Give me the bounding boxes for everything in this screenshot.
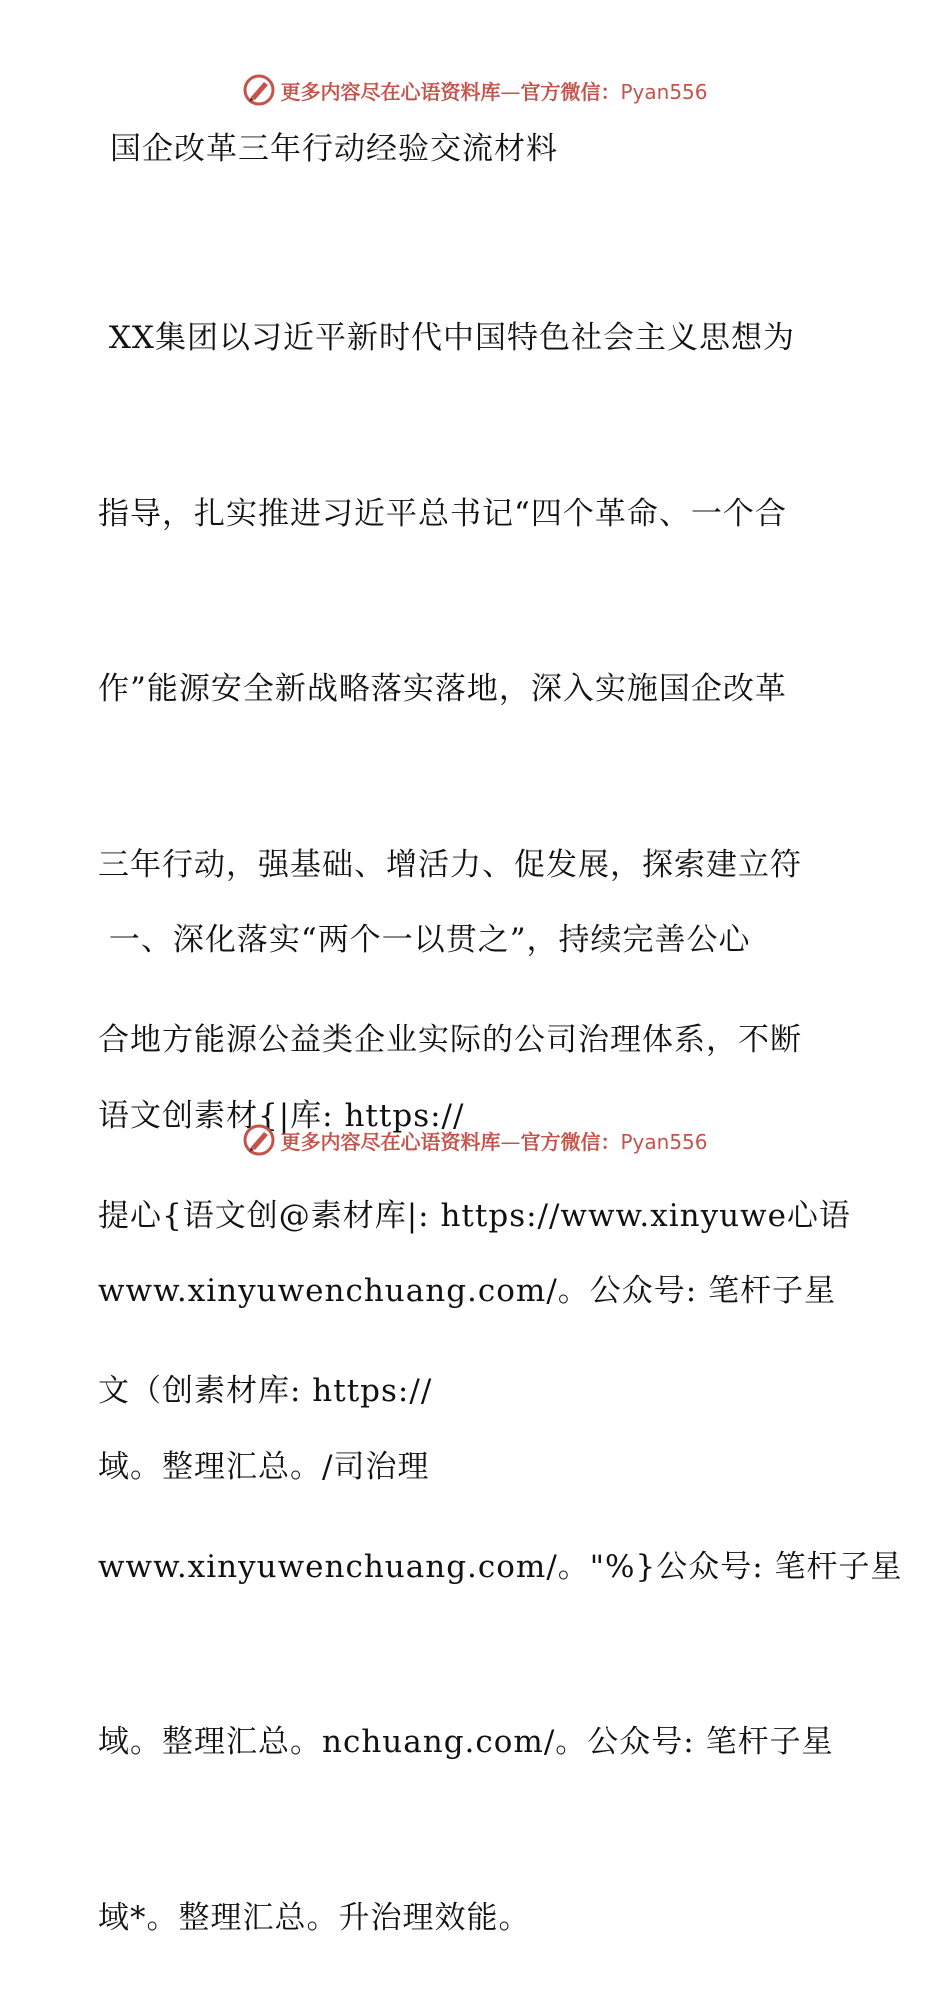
banner-separator: — bbox=[500, 79, 521, 104]
text-line: XX集团以习近平新时代中国特色社会主义思想为 bbox=[98, 320, 795, 356]
text-line: 三年行动，强基础、增活力、促发展，探索建立符 bbox=[98, 846, 802, 883]
paragraph-section-one bbox=[98, 794, 836, 1555]
text-line: 域*。整理汇总。升治理效能。 bbox=[98, 1899, 531, 1936]
document-title: 国企改革三年行动经验交流材料 bbox=[110, 131, 558, 167]
text-line: 提心{语文创@素材库|: https://www.xinyuwe心语 bbox=[98, 1197, 851, 1234]
banner-separator: — bbox=[500, 1129, 521, 1154]
banner-main-text: 更多内容尽在心语资料库 bbox=[280, 79, 501, 104]
text-line: 语文创素材{|库: https:// bbox=[98, 1097, 465, 1134]
text-line: 一、深化落实“两个一以贯之”，持续完善公心 bbox=[98, 922, 751, 958]
text-line: 作”能源安全新战略落实落地，深入实施国企改革 bbox=[98, 671, 787, 707]
pen-logo-icon bbox=[242, 73, 276, 107]
text-line: 域。整理汇总。nchuang.com/。公众号: 笔杆子星 bbox=[98, 1724, 834, 1760]
text-line: 指导，扎实推进习近平总书记“四个革命、一个合 bbox=[98, 495, 787, 532]
pen-logo-icon bbox=[242, 1123, 276, 1157]
banner-sub-text: 官方微信： bbox=[520, 1129, 621, 1154]
header-banner bbox=[0, 70, 950, 110]
text-line: 合地方能源公益类企业实际的公司治理体系，不断 bbox=[98, 1022, 802, 1058]
text-line: 文（创素材库: https:// bbox=[98, 1373, 433, 1409]
banner-main-text: 更多内容尽在心语资料库 bbox=[280, 1129, 501, 1154]
banner-sub-text: 官方微信： bbox=[520, 79, 621, 104]
banner-text bbox=[280, 1126, 707, 1155]
text-line: www.xinyuwenchuang.com/。公众号: 笔杆子星 bbox=[98, 1273, 837, 1309]
banner-wechat-id: Pyan556 bbox=[620, 79, 708, 104]
text-line: www.xinyuwenchuang.com/。"%}公众号: 笔杆子星 bbox=[98, 1548, 903, 1585]
banner-wechat-id: Pyan556 bbox=[620, 1129, 708, 1154]
footer-banner bbox=[0, 1120, 950, 1160]
banner-text bbox=[280, 76, 707, 105]
text-line: 域。整理汇总。/司治理 bbox=[98, 1448, 430, 1485]
